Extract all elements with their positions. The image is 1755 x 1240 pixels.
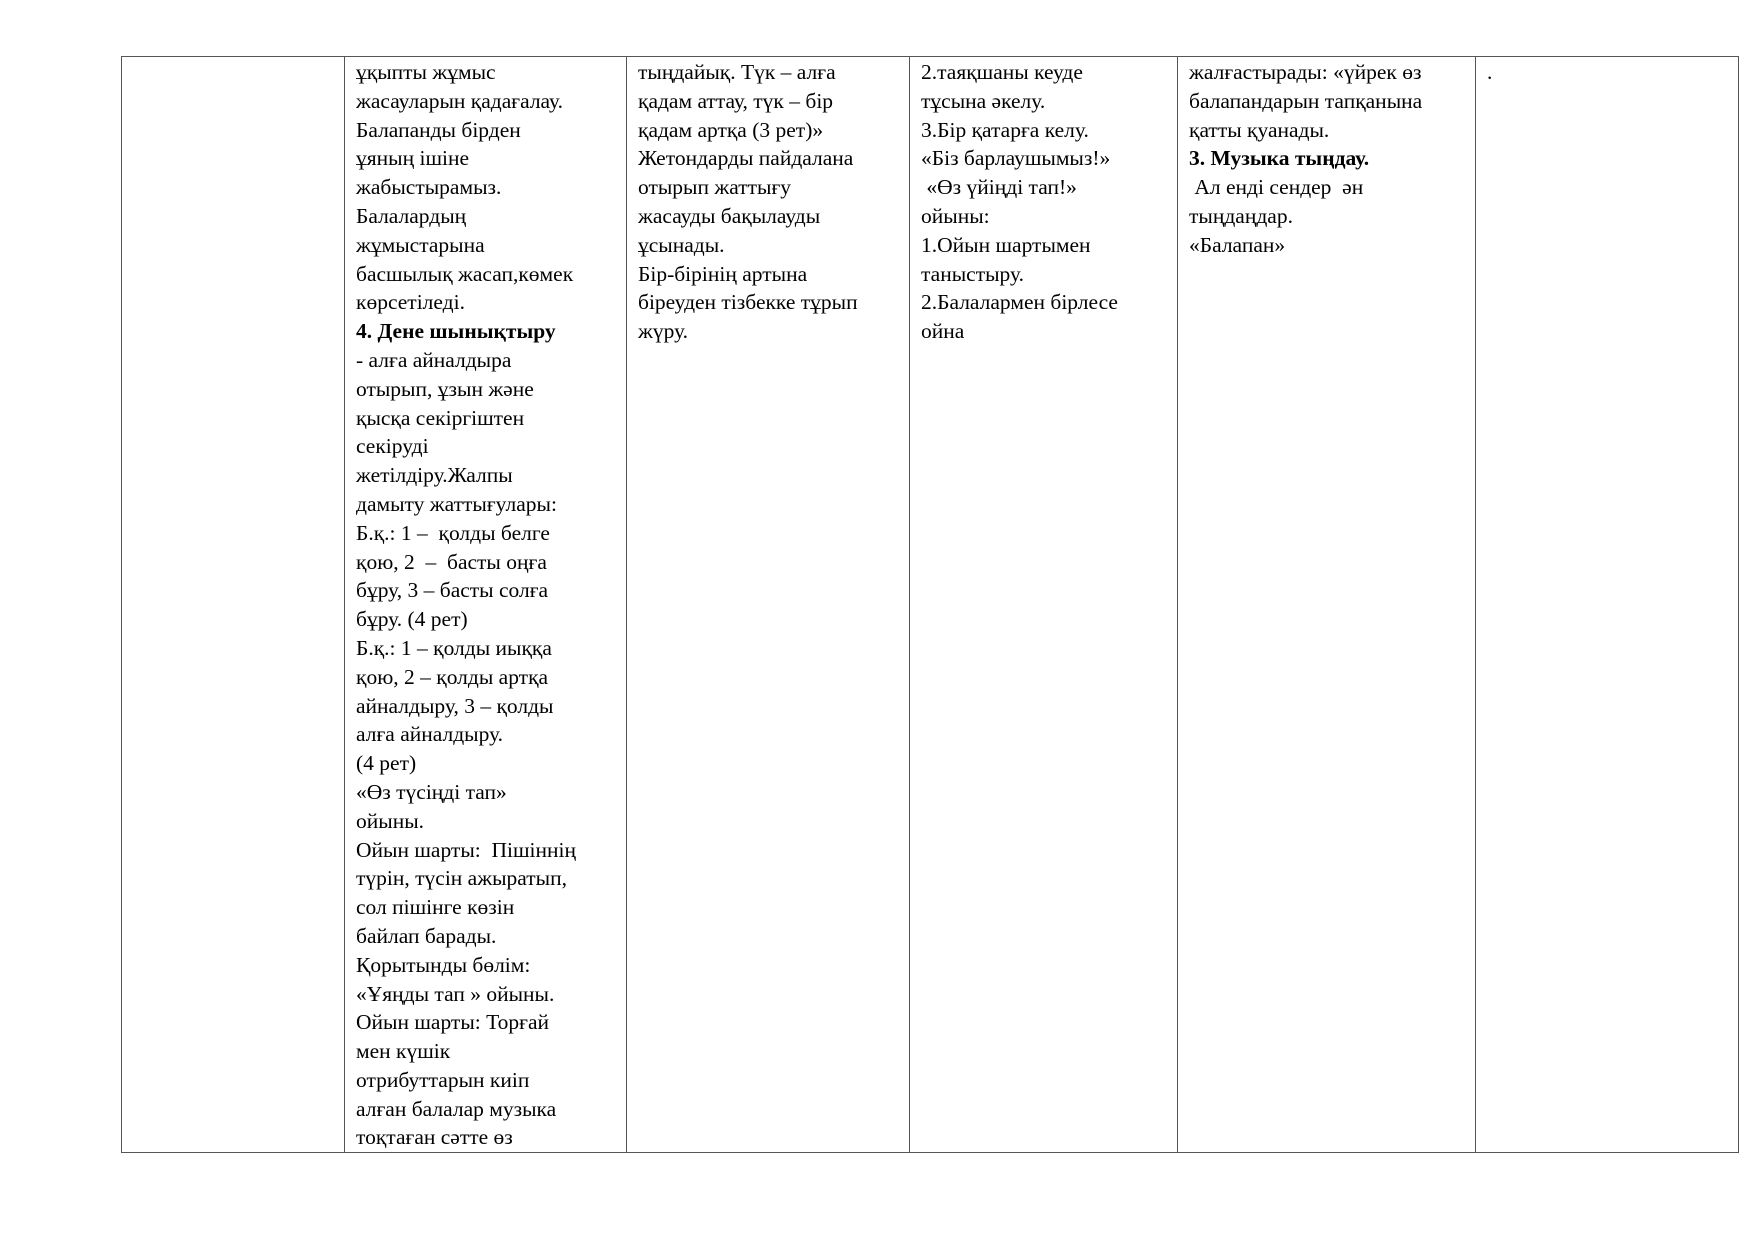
text-line: жүру.: [638, 319, 689, 344]
text-line: 2.таяқшаны кеуде: [921, 60, 1083, 84]
text-line: мен күшік: [356, 1039, 451, 1064]
text-line: жасауды бақылауды: [638, 203, 821, 228]
schedule-table: [121, 56, 1739, 1153]
text-line: «Ұяңды тап » ойыны.: [356, 981, 555, 1006]
text-line: сол пішінге көзін: [356, 895, 515, 920]
text-line: .: [1487, 60, 1493, 84]
text-line: Бір-бірінің артына: [638, 261, 808, 286]
text-line: бұру. (4 рет): [356, 607, 468, 632]
text-line: айналдыру, 3 – қолды: [356, 693, 554, 718]
text-line: таныстыру.: [921, 261, 1024, 286]
text-line: тұсына әкелу.: [921, 88, 1046, 113]
text-line: алға айналдыру.: [356, 722, 504, 747]
text-line: «Өз үйіңді тап!»: [921, 175, 1077, 200]
text-line: 1.Ойын шартымен: [921, 232, 1091, 257]
text-line: қысқа секіргіштен: [356, 405, 525, 430]
text-line: жабыстырамыз.: [356, 175, 502, 200]
text-line: (4 рет): [356, 751, 417, 776]
text-line: жетілдіру.Жалпы: [356, 463, 513, 488]
text-line: Жетондарды пайдалана: [638, 146, 854, 171]
text-line: байлап барады.: [356, 923, 497, 948]
text-line: Б.қ.: 1 – қолды белге: [356, 520, 550, 545]
text-line: Балалардың: [356, 203, 467, 228]
text-line: отырып, ұзын және: [356, 376, 534, 401]
text-line: - алға айналдыра: [356, 347, 512, 372]
text-line: Балапанды бірден: [356, 117, 521, 142]
text-line: «Біз барлаушымыз!»: [921, 146, 1111, 171]
text-line: Б.қ.: 1 – қолды иыққа: [356, 635, 552, 660]
table-cell-2: [345, 57, 627, 1153]
table-row: [122, 57, 1739, 1153]
text-line: қатты қуанады.: [1189, 117, 1330, 142]
text-line: алған балалар музыка: [356, 1096, 557, 1121]
text-line: бұру, 3 – басты солға: [356, 578, 549, 603]
text-line: басшылық жасап,көмек: [356, 261, 574, 286]
table-cell-6: [1476, 57, 1739, 1153]
text-line: тоқтаған сәтте өз: [356, 1125, 513, 1150]
text-line: секіруді: [356, 434, 429, 459]
text-line: қою, 2 – басты оңға: [356, 549, 547, 574]
text-line: отырып жаттығу: [638, 175, 792, 200]
text-line: ұяның ішіне: [356, 146, 470, 171]
text-line: ойыны:: [921, 203, 990, 228]
text-line: түрін, түсін ажыратып,: [356, 866, 567, 891]
text-line: тыңдаңдар.: [1189, 203, 1293, 228]
section-heading: 4. Дене шынықтыру: [356, 319, 556, 344]
text-line: көрсетіледі.: [356, 290, 465, 315]
text-line: балапандарын тапқанына: [1189, 88, 1423, 113]
text-line: ұқыпты жұмыс: [356, 60, 496, 84]
table-cell-1: [122, 57, 345, 1153]
text-line: қадам артқа (3 рет)»: [638, 117, 824, 142]
text-line: жасауларын қадағалау.: [356, 88, 563, 113]
text-line: біреуден тізбекке тұрып: [638, 290, 858, 315]
section-heading: 3. Музыка тыңдау.: [1189, 146, 1370, 171]
text-line: отрибуттарын киіп: [356, 1067, 530, 1092]
table-cell-5: [1178, 57, 1476, 1153]
text-line: ойыны.: [356, 808, 425, 833]
text-line: Ал енді сендер ән: [1189, 175, 1364, 200]
text-line: қою, 2 – қолды артқа: [356, 664, 549, 689]
text-line: «Балапан»: [1189, 232, 1286, 257]
text-line: дамыту жаттығулары:: [356, 491, 557, 516]
text-line: тыңдайық. Түк – алға: [638, 60, 836, 84]
text-line: Ойын шарты: Торғай: [356, 1010, 549, 1035]
text-line: ұсынады.: [638, 232, 725, 257]
text-line: жалғастырады: «үйрек өз: [1189, 60, 1422, 84]
text-line: «Өз түсіңді тап»: [356, 779, 507, 804]
text-line: Ойын шарты: Пішіннің: [356, 837, 577, 862]
text-line: қадам аттау, түк – бір: [638, 88, 834, 113]
table-cell-4: [910, 57, 1178, 1153]
text-line: ойна: [921, 319, 965, 344]
table-cell-3: [627, 57, 910, 1153]
text-line: 2.Балалармен бірлесе: [921, 290, 1118, 315]
text-line: 3.Бір қатарға келу.: [921, 117, 1089, 142]
text-line: Қорытынды бөлім:: [356, 952, 531, 977]
text-line: жұмыстарына: [356, 232, 485, 257]
